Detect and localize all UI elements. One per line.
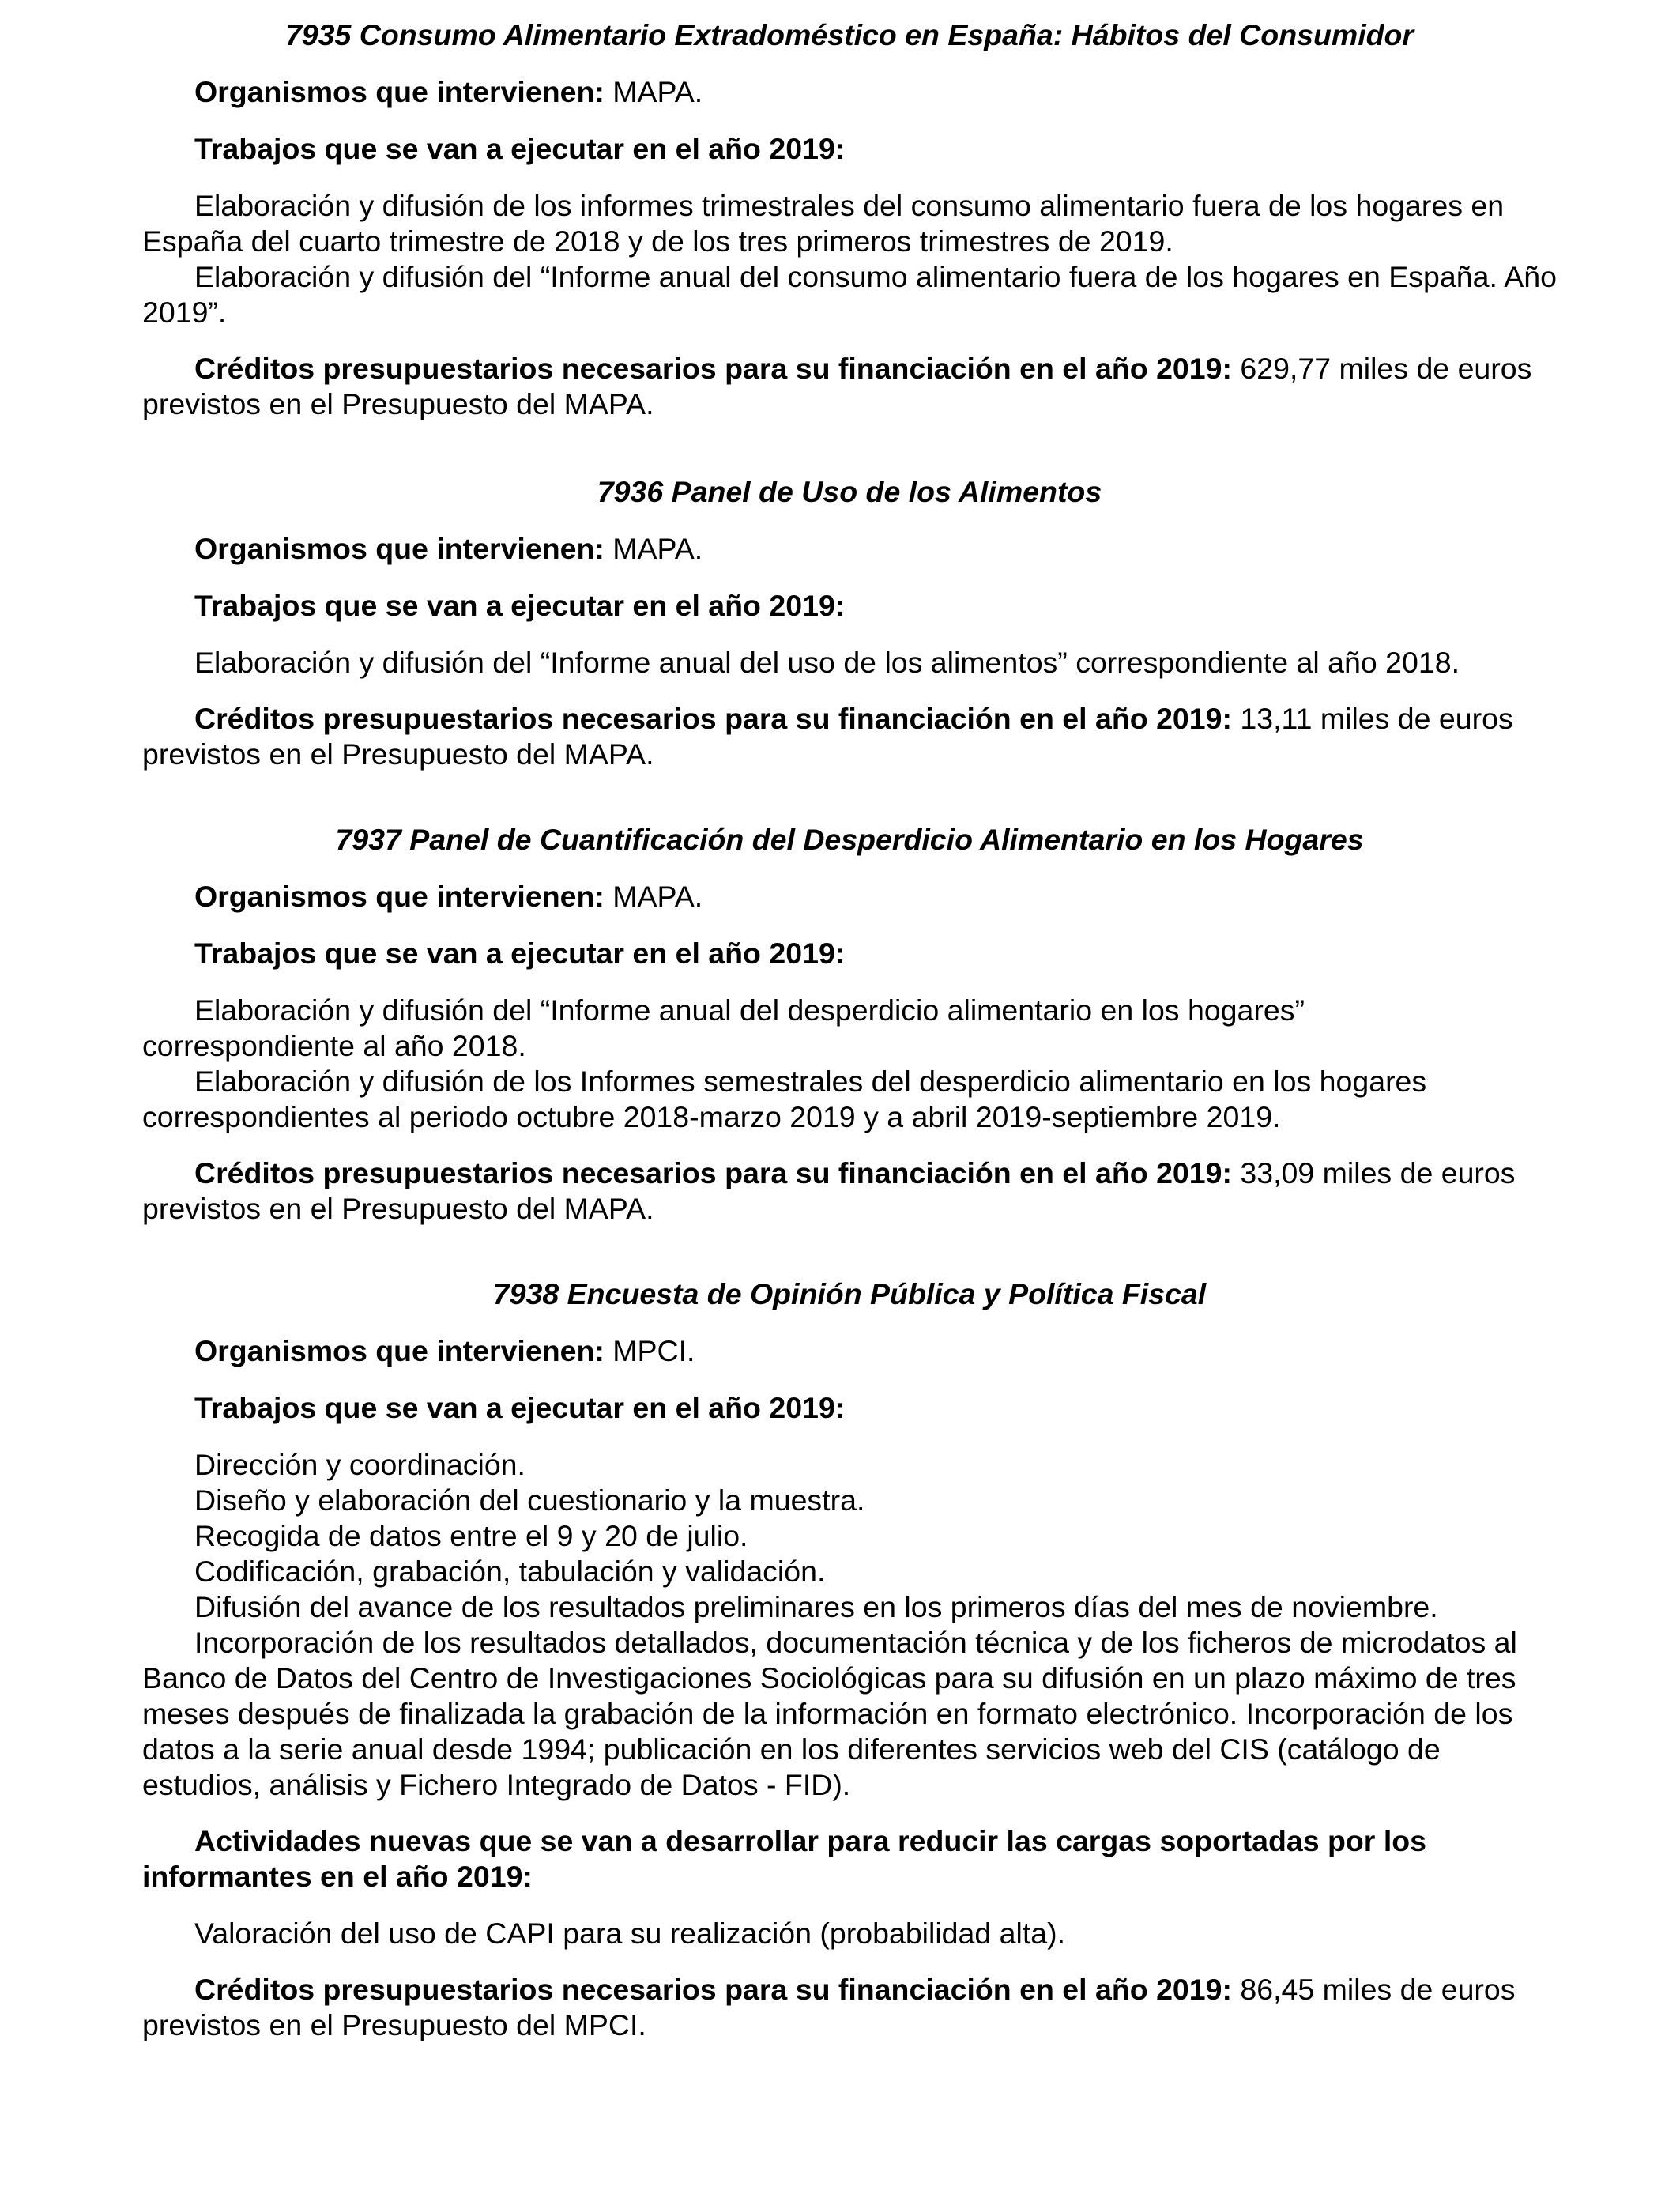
trabajo-item: Elaboración y difusión de los informes trimestrales del consumo alimentario fuera de los hogares en España del cuarto trimestre de 2018 y de los tres primeros trimestres de 2019.: [142, 189, 1505, 258]
trabajo-item: Elaboración y difusión del “Informe anual del uso de los alimentos” correspondiente al año 2018.: [194, 646, 1460, 679]
organismos-value: MAPA.: [604, 532, 703, 565]
creditos-label: Créditos presupuestarios necesarios para su financiación en el año 2019:: [194, 1156, 1232, 1189]
organismos-label: Organismos que intervienen:: [194, 532, 605, 565]
creditos-line: [142, 1155, 1557, 1227]
creditos-line: [142, 1972, 1557, 2043]
organismos-line: [142, 74, 1557, 110]
organismos-value: MAPA.: [604, 880, 703, 913]
trabajos-label: Trabajos que se van a ejecutar en el año 2019:: [194, 589, 846, 622]
trabajos-label: Trabajos que se van a ejecutar en el año 2019:: [194, 937, 846, 970]
organismos-value: MAPA.: [604, 75, 703, 108]
organismos-line: [142, 1333, 1557, 1369]
organismos-label: Organismos que intervienen:: [194, 75, 605, 108]
trabajo-item: Incorporación de los resultados detallados, documentación técnica y de los ficheros de microdatos al Banco de Datos del Centro de Investigaciones Sociológicas para su difusión en un plazo máximo de tres meses después de finalizada la grabación de la información en formato electrónico. Incorporación de los datos a la serie anual desde 1994; publicación en los diferentes servicios web del CIS (catálogo de estudios, análisis y Fichero Integrado de Datos - FID).: [142, 1626, 1517, 1801]
trabajo-item: Elaboración y difusión del “Informe anual del consumo alimentario fuera de los hogares en España. Año 2019”.: [142, 260, 1557, 329]
section-title: 7936 Panel de Uso de los Alimentos: [597, 475, 1102, 508]
creditos-label: Créditos presupuestarios necesarios para su financiación en el año 2019:: [194, 1973, 1232, 2006]
section-7936: [142, 474, 1557, 772]
creditos-value: 86,45 miles de euros previstos en el Presupuesto del MPCI.: [142, 1973, 1516, 2041]
creditos-value: 629,77 miles de euros previstos en el Presupuesto del MAPA.: [142, 352, 1532, 420]
section-title: 7938 Encuesta de Opinión Pública y Política Fiscal: [492, 1277, 1207, 1310]
trabajo-item: Recogida de datos entre el 9 y 20 de julio.: [194, 1519, 748, 1552]
organismos-line: [142, 879, 1557, 914]
section-title: 7937 Panel de Cuantificación del Desperdicio Alimentario en los Hogares: [335, 823, 1364, 856]
trabajo-item: Difusión del avance de los resultados preliminares en los primeros días del mes de noviembre.: [194, 1590, 1438, 1623]
trabajo-item: Diseño y elaboración del cuestionario y la muestra.: [194, 1483, 865, 1517]
creditos-value: 13,11 miles de euros previstos en el Presupuesto del MAPA.: [142, 702, 1513, 771]
section-7935: [142, 17, 1557, 422]
creditos-line: [142, 701, 1557, 772]
trabajo-item: Elaboración y difusión de los Informes semestrales del desperdicio alimentario en los hogares correspondientes al periodo octubre 2018-marzo 2019 y a abril 2019-septiembre 2019.: [142, 1065, 1427, 1133]
actividades-label: Actividades nuevas que se van a desarrollar para reducir las cargas soportadas por los informantes en el año 2019:: [142, 1824, 1426, 1893]
creditos-line: [142, 351, 1557, 422]
section-title: 7935 Consumo Alimentario Extradoméstico en España: Hábitos del Consumidor: [284, 18, 1414, 51]
trabajo-item: Codificación, grabación, tabulación y validación.: [194, 1555, 826, 1588]
creditos-label: Créditos presupuestarios necesarios para su financiación en el año 2019:: [194, 702, 1232, 735]
organismos-label: Organismos que intervienen:: [194, 880, 605, 913]
trabajos-label: Trabajos que se van a ejecutar en el año 2019:: [194, 132, 846, 165]
organismos-label: Organismos que intervienen:: [194, 1334, 605, 1367]
trabajos-label: Trabajos que se van a ejecutar en el año 2019:: [194, 1391, 846, 1424]
organismos-line: [142, 531, 1557, 567]
organismos-value: MPCI.: [604, 1334, 695, 1367]
section-7937: [142, 822, 1557, 1227]
actividad-item: Valoración del uso de CAPI para su realización (probabilidad alta).: [194, 1917, 1066, 1950]
creditos-label: Créditos presupuestarios necesarios para su financiación en el año 2019:: [194, 352, 1232, 385]
creditos-value: 33,09 miles de euros previstos en el Presupuesto del MAPA.: [142, 1156, 1516, 1225]
trabajo-item: Elaboración y difusión del “Informe anual del desperdicio alimentario en los hogares” correspondiente al año 2018.: [142, 993, 1305, 1062]
section-7938: [142, 1276, 1557, 2043]
trabajo-item: Dirección y coordinación.: [194, 1448, 525, 1481]
